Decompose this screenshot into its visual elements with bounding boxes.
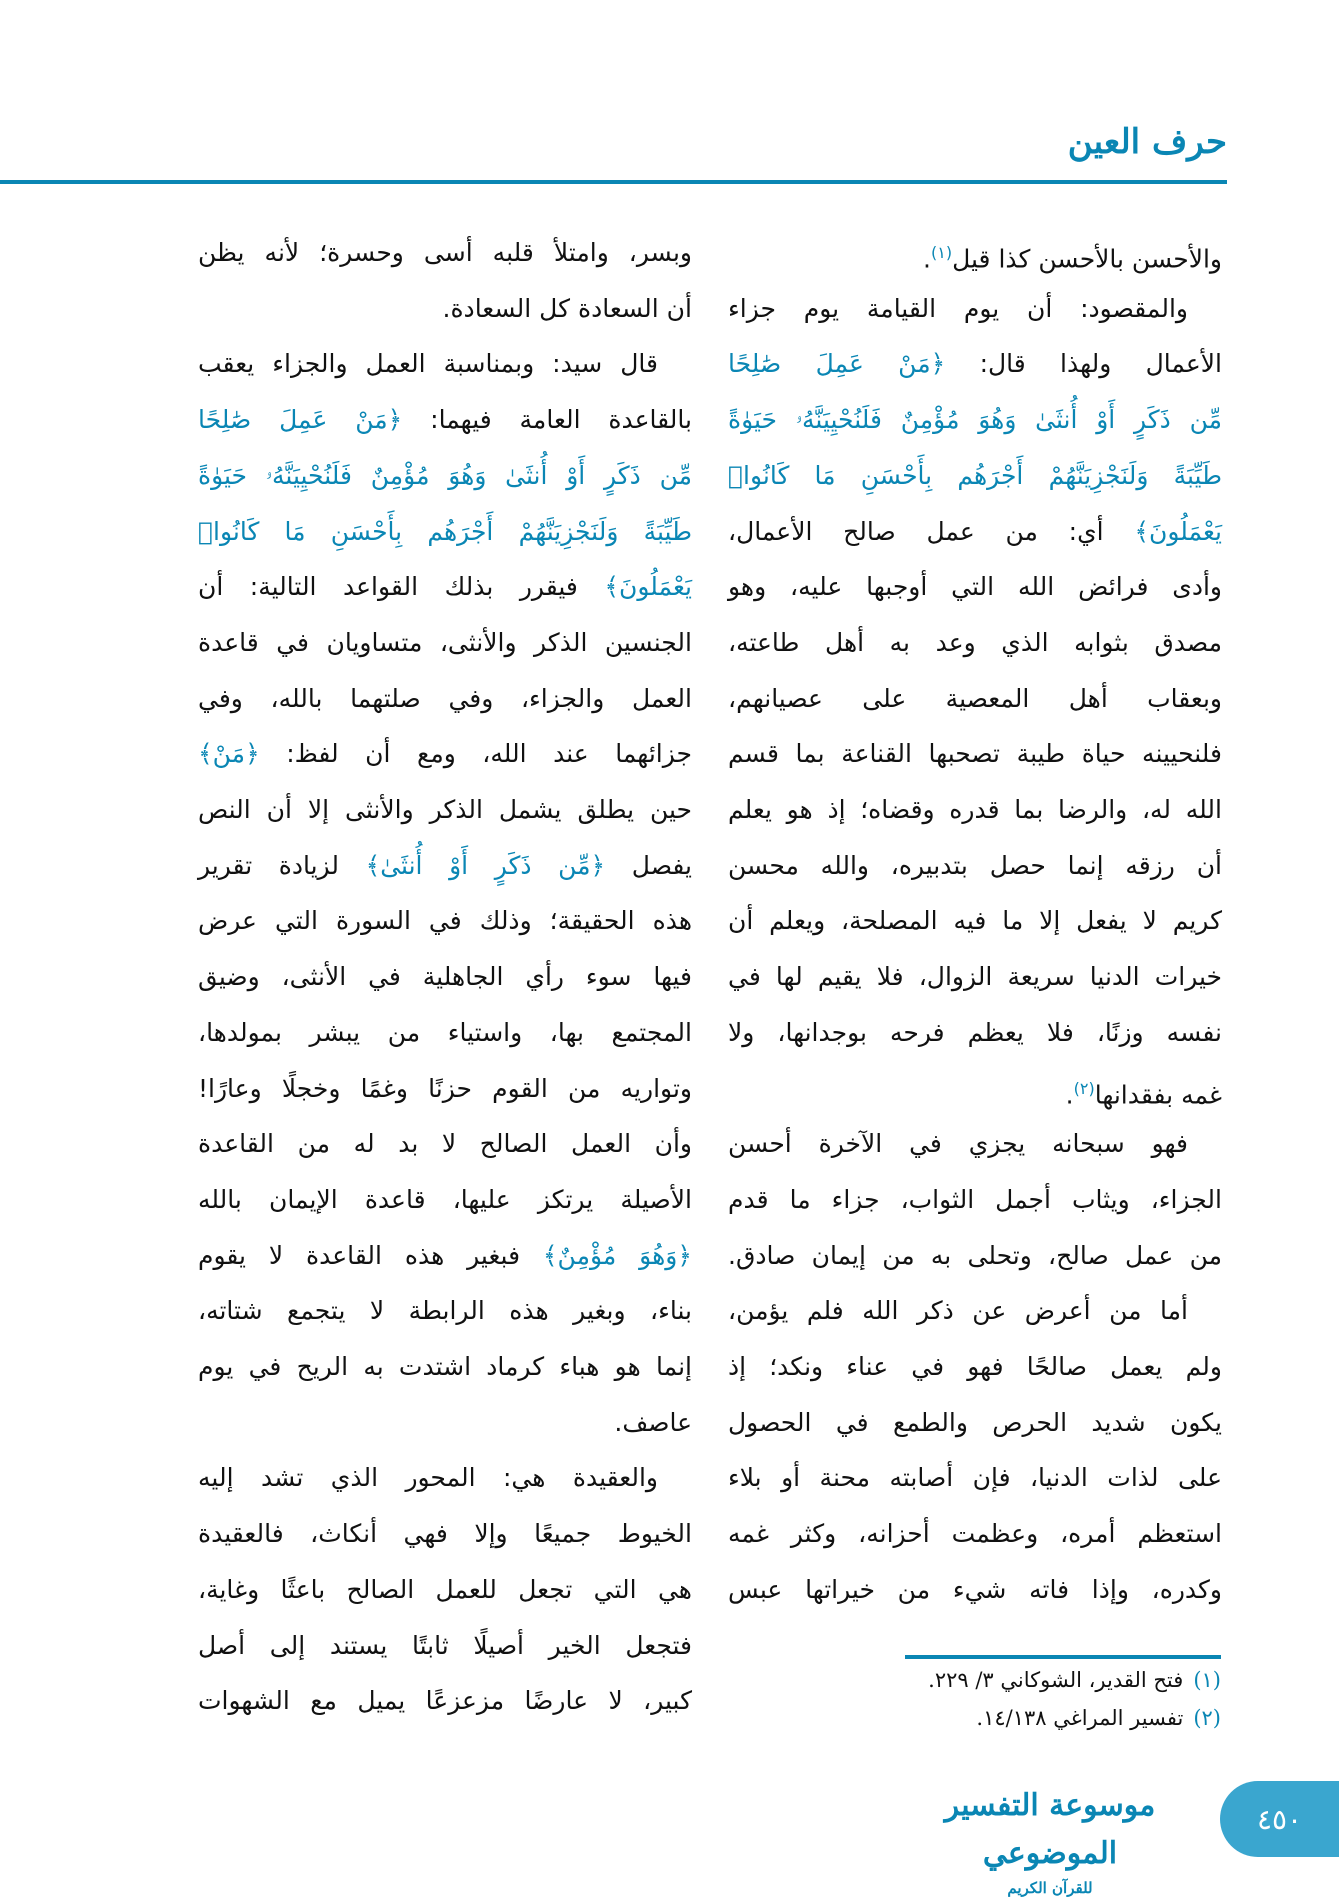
quran-verse: مِّن ذَكَرٍ أَوْ أُنثَىٰ وَهُوَ مُؤْمِنٌ فَلَنُحْيِيَنَّهُۥ حَيَوٰةً <box>198 460 692 490</box>
text-line <box>728 1119 1222 1169</box>
text-segment: والأحسن بالأحسن كذا قيل <box>952 244 1222 274</box>
text-line <box>198 1565 692 1615</box>
text-line <box>198 395 692 445</box>
text-line <box>728 1064 1222 1114</box>
text-segment: وأن العمل الصالح لا بد له من القاعدة <box>198 1129 692 1159</box>
text-segment: وبعقاب أهل المعصية على عصيانهم، <box>728 683 1222 713</box>
text-segment: هذه الحقيقة؛ وذلك في السورة التي عرض <box>198 906 692 936</box>
text-line <box>198 451 692 501</box>
text-segment: وبسر، وامتلأ قلبه أسى وحسرة؛ لأنه يظن <box>198 238 692 267</box>
text-segment: أي: من عمل صالح الأعمال، <box>728 516 1135 546</box>
text-line <box>728 952 1222 1002</box>
text-line <box>198 284 692 334</box>
text-segment: الأصيلة يرتكز عليها، قاعدة الإيمان بالله <box>198 1184 692 1214</box>
text-segment: أن السعادة كل السعادة. <box>442 293 692 323</box>
text-line <box>198 562 692 612</box>
footnote-1 <box>928 1668 1221 1692</box>
text-segment: والمقصود: أن يوم القيامة يوم جزاء <box>728 293 1188 323</box>
text-line <box>728 339 1222 389</box>
quran-verse: يَعْمَلُونَ﴾ <box>604 572 692 602</box>
text-line <box>198 618 692 668</box>
text-line <box>198 1342 692 1392</box>
footnote-number: (٢) <box>1193 1706 1221 1730</box>
text-line <box>728 451 1222 501</box>
text-line <box>728 896 1222 946</box>
text-line <box>198 1621 692 1671</box>
footnote-number: (١) <box>1193 1668 1221 1692</box>
text-line <box>728 674 1222 724</box>
text-segment: مصدق بثوابه الذي وعد به أهل طاعته، <box>728 627 1222 657</box>
page-number-tab <box>1220 1781 1339 1857</box>
text-segment: عاصف. <box>614 1407 692 1437</box>
text-segment: حين يطلق يشمل الذكر والأنثى إلا أن النص <box>198 795 692 824</box>
quran-verse: ﴿وَهُوَ مُؤْمِنٌ﴾ <box>542 1240 692 1270</box>
text-segment: بالقاعدة العامة فيهما: <box>402 405 692 435</box>
text-line <box>728 785 1222 835</box>
footnote-ref: (٢) <box>1073 1078 1095 1098</box>
text-segment: فلنحيينه حياة طيبة تصحبها القناعة بما قسم <box>728 739 1222 769</box>
text-line <box>728 1509 1222 1559</box>
text-line <box>198 841 692 891</box>
text-line <box>728 1175 1222 1225</box>
text-line <box>198 729 692 779</box>
text-segment: وأدى فرائض الله التي أوجبها عليه، وهو <box>728 572 1222 602</box>
footnote-divider <box>905 1655 1221 1659</box>
text-line <box>728 1286 1222 1336</box>
header-divider <box>0 180 1227 184</box>
text-line <box>728 1565 1222 1615</box>
logo-subtitle: للقرآن الكريم <box>1007 1879 1093 1897</box>
text-segment: على لذات الدنيا، فإن أصابته محنة أو بلاء <box>728 1463 1222 1493</box>
text-segment: والعقيدة هي: المحور الذي تشد إليه <box>198 1463 658 1493</box>
quran-verse: مِّن ذَكَرٍ أَوْ أُنثَىٰ وَهُوَ مُؤْمِنٌ فَلَنُحْيِيَنَّهُۥ حَيَوٰةً <box>728 405 1222 435</box>
chapter-title: حرف العين <box>1067 122 1227 162</box>
text-segment: فتجعل الخير أصيلًا ثابتًا يستند إلى أصل <box>198 1630 692 1660</box>
text-line <box>198 952 692 1002</box>
text-segment: هي التي تجعل للعمل الصالح باعثًا وغاية، <box>198 1574 692 1604</box>
quran-verse: يَعْمَلُونَ﴾ <box>1134 516 1222 546</box>
text-line <box>728 1342 1222 1392</box>
text-segment: من عمل صالح، وتحلى به من إيمان صادق. <box>728 1240 1222 1270</box>
text-segment: بناء، وبغير هذه الرابطة لا يتجمع شتاته، <box>198 1296 692 1326</box>
text-segment: جزائهما عند الله، ومع أن لفظ: <box>259 739 692 769</box>
text-segment: الخيوط جميعًا وإلا فهي أنكاث، فالعقيدة <box>198 1519 692 1549</box>
text-segment: فبغير هذه القاعدة لا يقوم <box>198 1240 543 1270</box>
text-segment: العمل والجزاء، وفي صلتهما بالله، وفي <box>198 683 692 713</box>
text-line <box>728 507 1222 557</box>
text-line <box>728 1453 1222 1503</box>
text-line <box>198 1064 692 1114</box>
text-line <box>198 339 692 389</box>
text-line <box>198 1398 692 1448</box>
text-line <box>198 228 692 278</box>
quran-verse: ﴿مِّن ذَكَرٍ أَوْ أُنثَىٰ﴾ <box>365 850 606 880</box>
text-segment: استعظم أمره، وعظمت أحزانه، وكثر غمه <box>728 1519 1222 1549</box>
text-line <box>728 562 1222 612</box>
text-line <box>728 618 1222 668</box>
text-line <box>728 729 1222 779</box>
text-segment: إنما هو هباء كرماد اشتدت به الريح في يوم <box>198 1352 692 1381</box>
text-segment: نفسه وزنًا، فلا يعظم فرحه بوجدانها، ولا <box>728 1017 1222 1047</box>
text-line <box>728 841 1222 891</box>
footnote-ref: (١) <box>930 243 953 262</box>
text-segment: . <box>923 244 931 274</box>
text-segment: الجنسين الذكر والأنثى، متساويان في قاعدة <box>198 627 692 657</box>
text-line <box>198 674 692 724</box>
text-segment: فيقرر بذلك القواعد التالية: أن <box>198 572 605 602</box>
encyclopedia-logo <box>930 1782 1170 1897</box>
text-segment: وتواريه من القوم حزنًا وغمًا وخجلًا وعارًا! <box>198 1073 692 1103</box>
text-line <box>198 785 692 835</box>
text-segment: الله له، والرضا بما قدره وقضاه؛ إذ هو يعلم <box>728 795 1222 824</box>
text-line <box>728 395 1222 445</box>
quran-verse: ﴿مَنْ﴾ <box>198 739 260 769</box>
text-segment: يفصل <box>605 850 692 880</box>
text-segment: فيها سوء رأي الجاهلية في الأنثى، وضيق <box>198 962 692 992</box>
text-line <box>198 1509 692 1559</box>
text-segment: وكدره، وإذا فاته شيء من خيراتها عبس <box>728 1574 1222 1604</box>
footnote-2 <box>976 1706 1221 1730</box>
quran-verse: طَيِّبَةً وَلَنَجْزِيَنَّهُمْ أَجْرَهُم بِأَحْسَنِ مَا كَانُوا۟ <box>198 516 692 546</box>
text-line <box>198 1676 692 1726</box>
text-line <box>728 284 1222 334</box>
text-line <box>198 1453 692 1503</box>
text-segment: فهو سبحانه يجزي في الآخرة أحسن <box>728 1129 1188 1159</box>
footnote-text: فتح القدير، الشوكاني ٣/ ٢٢٩. <box>928 1668 1184 1692</box>
text-line <box>198 1175 692 1225</box>
text-line <box>728 228 1222 278</box>
text-segment: لزيادة تقرير <box>198 850 366 880</box>
text-segment: خيرات الدنيا سريعة الزوال، فلا يقيم لها في <box>728 962 1222 992</box>
text-segment: أن رزقه إنما حصل بتدبيره، والله محسن <box>728 850 1222 880</box>
text-segment: قال سيد: وبمناسبة العمل والجزاء يعقب <box>198 349 658 379</box>
quran-verse: ﴿مَنْ عَمِلَ صَٰلِحًا <box>198 405 403 435</box>
page-number: ٤٥٠ <box>1256 1802 1303 1836</box>
text-segment: الجزاء، ويثاب أجمل الثواب، جزاء ما قدم <box>728 1184 1222 1214</box>
text-segment: . <box>1065 1079 1074 1109</box>
text-segment: يكون شديد الحرص والطمع في الحصول <box>728 1407 1222 1437</box>
text-line <box>728 1231 1222 1281</box>
text-segment: غمه بفقدانها <box>1094 1079 1222 1109</box>
text-line <box>728 1008 1222 1058</box>
text-segment: كبير، لا عارضًا مزعزعًا يميل مع الشهوات <box>198 1686 692 1716</box>
quran-verse: ﴿مَنْ عَمِلَ صَٰلِحًا <box>728 349 946 379</box>
text-segment: كريم لا يفعل إلا ما فيه المصلحة، ويعلم أن <box>728 906 1222 936</box>
footnote-text: تفسير المراغي ١٤/١٣٨. <box>976 1706 1184 1730</box>
text-line <box>198 896 692 946</box>
text-segment: المجتمع بها، واستياء من يبشر بمولدها، <box>198 1017 692 1047</box>
text-line <box>198 1286 692 1336</box>
logo-title: موسوعة التفسير الموضوعي <box>944 1788 1156 1871</box>
text-line <box>728 1398 1222 1448</box>
text-line <box>198 1008 692 1058</box>
text-segment: الأعمال ولهذا قال: <box>945 349 1222 379</box>
quran-verse: طَيِّبَةً وَلَنَجْزِيَنَّهُمْ أَجْرَهُم بِأَحْسَنِ مَا كَانُوا۟ <box>728 460 1222 490</box>
text-line <box>198 1231 692 1281</box>
text-segment: ولم يعمل صالحًا فهو في عناء ونكد؛ إذ <box>728 1352 1222 1381</box>
text-line <box>198 1119 692 1169</box>
text-segment: أما من أعرض عن ذكر الله فلم يؤمن، <box>728 1296 1188 1326</box>
text-line <box>198 507 692 557</box>
